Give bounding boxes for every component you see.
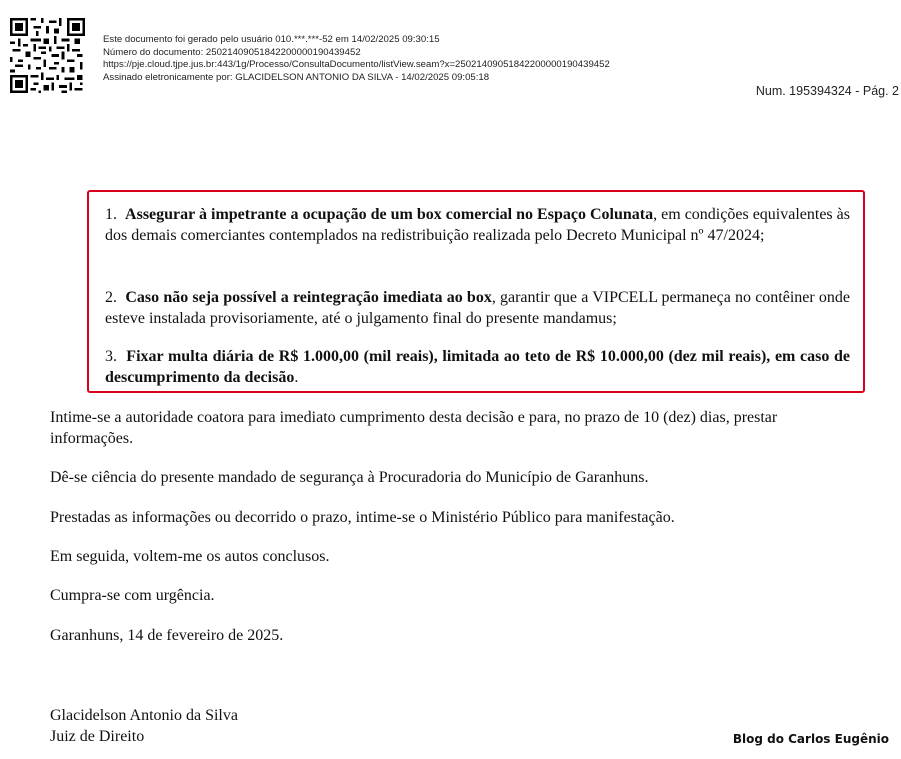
generated-by-line: Este documento foi gerado pelo usuário 010.***.***-52 em 14/02/2025 09:30:15	[103, 34, 440, 45]
paragraph-date: Garanhuns, 14 de fevereiro de 2025.	[50, 627, 284, 644]
page-number: Num. 195394324 - Pág. 2	[755, 84, 899, 98]
item-bold-text: Fixar multa diária de R$ 1.000,00 (mil reais), limitada ao teto de R$ 10.000,00 (dez mil reais), em caso de descumprimento da decisão	[105, 348, 851, 386]
item-number: 2.	[105, 289, 117, 306]
item-text: , garantir que a VIPCELL permaneça no contêiner onde esteve instalada provisoriamente, até o julgamento final do presente mandamus;	[105, 289, 850, 327]
paragraph-cumpra: Cumpra-se com urgência.	[50, 587, 215, 604]
item-bold-text: Caso não seja possível a reintegração imediata ao box	[125, 289, 492, 306]
signature-title: Juiz de Direito	[50, 728, 145, 745]
signature-name: Glacidelson Antonio da Silva	[50, 707, 238, 724]
item-text: .	[294, 369, 299, 386]
document-url-line: https://pje.cloud.tjpe.jus.br:443/1g/Processo/ConsultaDocumento/listView.seam?x=25021409051842200000190439452	[103, 59, 610, 71]
item-number: 3.	[105, 348, 117, 365]
paragraph-ministerio: Prestadas as informações ou decorrido o prazo, intime-se o Ministério Público para manifestação.	[50, 509, 675, 526]
document-number-line: Número do documento: 25021409051842200000190439452	[103, 46, 361, 58]
paragraph-intimation: Intime-se a autoridade coatora para imediato cumprimento desta decisão e para, no prazo de 10 (dez) dias, prestar informações.	[50, 409, 778, 447]
item-text: , em condições equivalentes às dos demais comerciantes contemplados na redistribuição realizada pelo Decreto Municipal nº 47/2024;	[105, 206, 851, 244]
list-item	[105, 346, 850, 388]
list-item	[105, 204, 850, 246]
list-item	[105, 287, 850, 329]
qr-code-icon	[10, 18, 85, 93]
signed-by-line: Assinado eletronicamente por: GLACIDELSON ANTONIO DA SILVA - 14/02/2025 09:05:18	[103, 71, 490, 83]
item-number: 1.	[105, 206, 117, 223]
item-bold-text: Assegurar à impetrante a ocupação de um box comercial no Espaço Colunata	[125, 206, 654, 223]
watermark: Blog do Carlos Eugênio	[732, 732, 889, 746]
paragraph-procuradoria: Dê-se ciência do presente mandado de segurança à Procuradoria do Município de Garanhuns.	[50, 469, 649, 486]
paragraph-conclusos: Em seguida, voltem-me os autos conclusos.	[50, 548, 330, 565]
document-metadata	[103, 34, 610, 84]
